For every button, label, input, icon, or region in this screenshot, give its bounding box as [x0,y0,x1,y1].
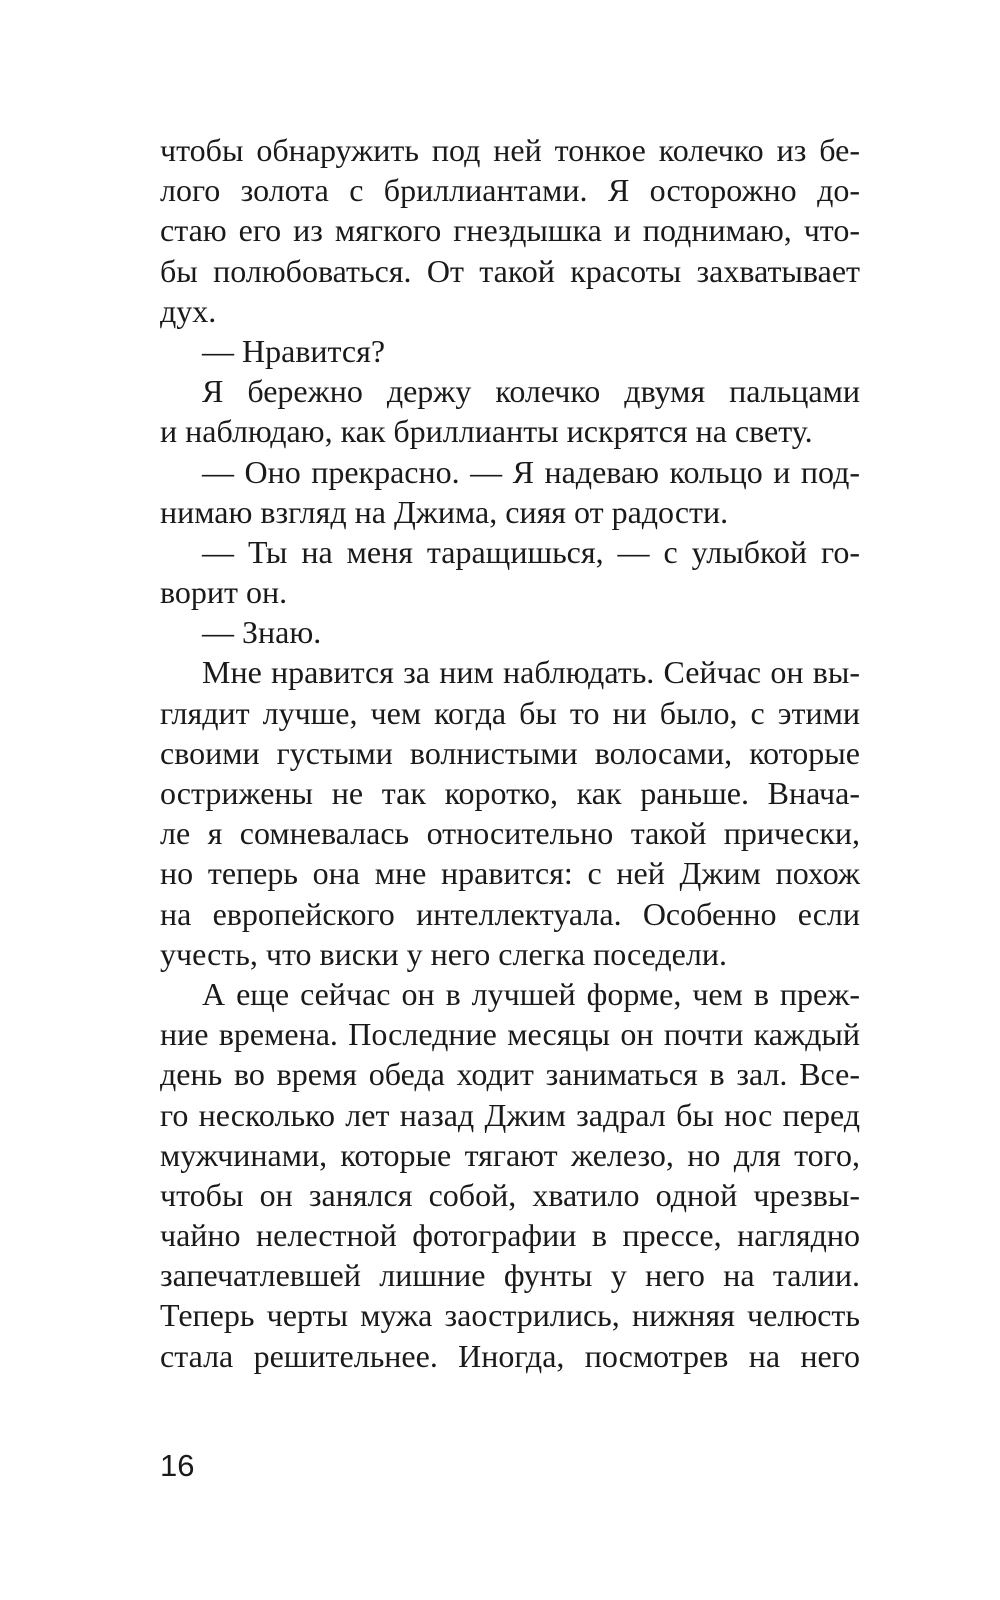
text-line: ле я сомневалась относительно такой прически, [160,815,860,852]
text-line: стала решительнее. Иногда, посмотрев на него [160,1337,860,1374]
text-line: но теперь она мне нравится: с ней Джим похож [160,855,860,892]
text-line: стаю его из мягкого гнездышка и поднимаю, что- [160,212,860,249]
text-line: — Знаю. [202,614,322,651]
text-line: ние времена. Последние месяцы он почти каждый [160,1016,860,1053]
text-line: — Нравится? [202,332,386,369]
text-line: Я бережно держу колечко двумя пальцами [202,373,860,410]
text-line: — Ты на меня таращишься, — с улыбкой го- [202,533,860,570]
text-line: день во время обеда ходит заниматься в зал. Все- [160,1056,860,1093]
text-line: лого золота с бриллиантами. Я осторожно до- [160,172,860,209]
text-line: ворит он. [160,574,288,611]
text-line: чайно нелестной фотографии в прессе, наглядно [160,1217,860,1254]
text-line: и наблюдаю, как бриллианты искрятся на свету. [160,413,813,450]
text-line: учесть, что виски у него слегка поседели. [160,935,727,972]
text-line: А еще сейчас он в лучшей форме, чем в преж- [202,975,860,1012]
text-line: бы полюбоваться. От такой красоты захватывает [160,252,860,289]
text-line: чтобы он занялся собой, хватило одной чрезвы- [160,1176,860,1213]
text-line: на европейского интеллектуала. Особенно если [160,895,860,932]
text-line: мужчинами, которые тягают железо, но для того, [160,1136,860,1173]
text-line: своими густыми волнистыми волосами, которые [160,734,860,771]
text-line: острижены не так коротко, как раньше. Внача- [160,775,860,811]
text-line: чтобы обнаружить под ней тонкое колечко из бе- [160,132,860,168]
text-line: го несколько лет назад Джим задрал бы нос перед [160,1096,860,1133]
text-line: Мне нравится за ним наблюдать. Сейчас он вы- [202,654,860,691]
text-line: запечатлевшей лишние фунты у него на талии. [160,1257,860,1294]
text-line: глядит лучше, чем когда бы то ни было, с этими [160,694,860,731]
page-number: 16 [160,1448,195,1483]
text-line: Теперь черты мужа заострились, нижняя челюсть [160,1297,860,1334]
text-line: нимаю взгляд на Джима, сияя от радости. [160,493,729,530]
text-line: — Оно прекрасно. — Я надеваю кольцо и под- [202,453,860,490]
text-line: дух. [160,292,217,329]
body-text [160,130,860,1376]
